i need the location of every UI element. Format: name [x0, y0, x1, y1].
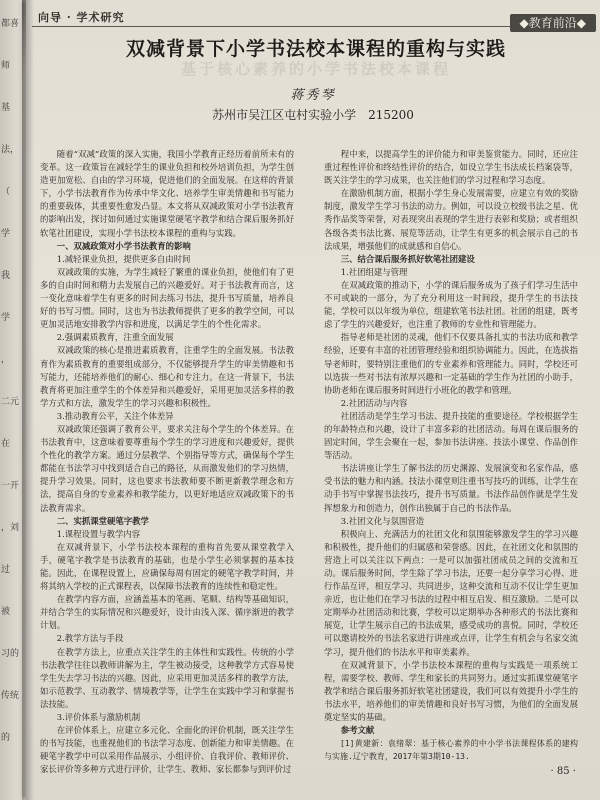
paragraph: 指导老师是社团的灵魂，他们不仅要具备扎实的书法功底和教学经验，还要有丰富的社团管理经验和组织协调能力。因此，在选拔指导老师时，要特别注重他们的专业素养和管理能力。同时，学校还可以选拔一些对书法有浓厚兴趣和一定基础的学生作为社团的小助手，协助老师在课后服务时间进行小班化的教学和管理。: [324, 332, 578, 395]
section-heading: 一、双减政策对小学书法教育的影响: [56, 240, 191, 251]
paragraph: 双减政策还强调了教育公平，要求关注每个学生的个体差异。在书法教育中，这意味着要尊重每个学生的学习进度和兴趣爱好，提供个性化的教学方案。通过分层教学、个别指导等方式，确保每个学生都能在书法学习中找到适合自己的路径，从而激发他们的学习热情，提升学习效果。同时，这也要求书法教师要不断更新教学理念和方法，提高自身的专业素养和教学能力，以更好地适应双减政策下的书法教育需求。: [40, 423, 294, 513]
edge-text-fragment: 的: [1, 733, 11, 743]
edge-text-fragment: 习的: [1, 649, 20, 659]
article-title: 双减背景下小学书法校本课程的重构与实践: [125, 38, 506, 60]
paragraph: 积极向上、充满活力的社团文化和氛围能够激发学生的学习兴趣和积极性，提升他们的归属感和荣誉感。因此，在社团文化和氛围的营造上可以关注以下两点：一是可以加强社团成员之间的交流和互动。课后服务时间，学生除了学习书法，还要一起分享学习心得、进行作品互评，相互学习、共同进步，这种交流和互动不仅让学生更加亲近，也让他们在学习书法的过程中相互启发、相互激励。二是可以定期举办社团活动和比赛，学校可以定期举办各种形式的书法比赛和展览，让学生展示自己的书法成果，感受成功的喜悦。同时，学校还可以邀请校外的书法名家进行讲座或点评，让学生有机会与名家交流学习，提升他们的书法水平和审美素养。: [324, 528, 578, 657]
bleed-through-text: 基于核心素养的小学书法校本课程: [180, 60, 451, 78]
edge-text-fragment: 学: [1, 313, 11, 323]
section-tag: ◆教育前沿◆: [510, 14, 596, 32]
paragraph: 1.减轻课业负担，提供更多自由时间: [56, 253, 191, 264]
paragraph: 在双减政策的推动下，小学的课后服务成为了孩子们学习生活中不可或缺的一部分，为了充分利用这一时间段，提升学生的书法技能，学校可以以年级为单位，组建软笔书法社团。社团的组建，既考虑了学生的兴趣爱好，也注重了教师的专业性和管理能力。: [324, 279, 578, 330]
left-column: [40, 148, 294, 777]
paragraph: 2.社团活动与内容: [340, 397, 408, 408]
edge-text-fragment: ，刘: [1, 523, 20, 533]
article-affiliation: 苏州市吴江区屯村实验小学 215200: [212, 108, 414, 122]
section-heading: 二、实抓课堂硬笔字教学: [56, 515, 149, 526]
edge-text-fragment: 一开: [1, 481, 20, 491]
edge-text-fragment: 基: [1, 103, 11, 113]
page-number: · 85 ·: [550, 766, 576, 777]
paragraph: 在评价体系上，应建立多元化、全面化的评价机制，既关注学生的书写技能，也重视他们的书法学习态度、创新能力和审美情趣。在硬笔字教学中可以采用作品展示、小组评价、自我评价、教师评价、家长评价等多种方式进行评价，让学生、教师、家长都参与到评价过: [40, 725, 294, 775]
adjacent-page-edge: [0, 0, 22, 800]
edge-text-fragment: 传统: [1, 691, 20, 701]
edge-text-fragment: 都喜: [1, 19, 20, 29]
edge-text-fragment: 法，: [1, 145, 20, 155]
edge-text-fragment: 被: [1, 607, 11, 617]
edge-text-fragment: 过: [1, 565, 11, 575]
page-fold-shadow: [26, 0, 34, 800]
edge-text-fragment: 二元: [1, 397, 20, 407]
paragraph: 随着“双减”政策的深入实施，我国小学教育正经历着前所未有的变革。这一政策旨在减轻学生的课业负担和校外培训负担，为学生创造更加宽松、自由的学习环境，促进他们的全面发展。在这样的背景下，小学书法教育作为传承中华文化、培养学生审美情趣和书写能力的重要载体，其重要性愈发凸显。本文将从双减政策对小学书法教育的影响出发，探讨如何通过实施课堂硬笔字教学和结合课后服务抓好软笔社团建设，实现小学书法校本课程的重构与实践。: [40, 149, 294, 238]
paragraph: 1.社团组建与管理: [340, 266, 408, 277]
reference-entry: [1]黄建新：袁绪翠：基于核心素养的中小学书法课程体系的建构与实施.辽宁教育，2017年第3期10-13.: [324, 739, 578, 762]
running-header: [32, 6, 592, 27]
edge-text-fragment: 师: [1, 61, 11, 71]
paragraph: 3.评价体系与激励机制: [56, 712, 141, 723]
article-author: 蒋秀琴: [290, 88, 336, 103]
edge-text-fragment: 在: [1, 439, 11, 449]
paragraph: 社团活动是学生学习书法、提升技能的重要途径。学校根据学生的年龄特点和兴趣，设计了丰富多彩的社团活动。每周在课后服务的固定时间，学生会聚在一起，参加书法讲座、技法小课堂、作品创作等活动。: [324, 410, 578, 461]
journal-name: 向导 · 学术研究: [38, 11, 125, 24]
paragraph: 3.推动教育公平，关注个体差异: [56, 410, 174, 421]
paragraph: 2.强调素质教育，注重全面发展: [56, 332, 174, 343]
paragraph: 1.课程设置与教学内容: [56, 528, 141, 539]
right-column: [324, 148, 578, 763]
paragraph: 在教学内容方面，应涵盖基本的笔画、笔顺、结构等基础知识，并结合学生的实际情况和兴趣爱好，设计由浅入深、循序渐进的教学计划。: [40, 594, 294, 631]
edge-text-fragment: ，: [1, 355, 11, 365]
paragraph: 在双减背景下，小学书法校本课程的重构与实践是一项系统工程，需要学校、教师、学生和家长的共同努力。通过实抓课堂硬笔字教学和结合课后服务抓好软笔社团建设，我们可以有效提升小学生的书法水平，培养他们的审美情趣和良好书写习惯，为他们的全面发展奠定坚实的基础。: [324, 659, 578, 723]
edge-text-fragment: （: [1, 187, 11, 197]
paragraph: 在双减背景下，小学书法校本课程的重构首先要从课堂教学入手，硬笔字教学是书法教育的基础，也是小学生必须掌握的基本技能。因此，在课程设置上，应确保每周有固定的硬笔字教学时间，并将其纳入学校的正式课程表，以保障书法教育的连续性和稳定性。: [40, 541, 294, 592]
paragraph: 书法讲座让学生了解书法的历史渊源、发展演变和名家作品，感受书法的魅力和内涵。技法小课堂则注重书写技巧的训练，让学生在动手书写中掌握书法技巧，提升书写质量。书法作品创作就是学生发挥想象力和创造力，创作出独属于自己的书法作品。: [324, 463, 578, 513]
references-heading: 参考文献: [340, 725, 375, 736]
paragraph: 2.教学方法与手段: [56, 633, 124, 644]
edge-text-fragment: 我: [1, 271, 11, 281]
paragraph: 在激励机制方面，根据小学生身心发展需要，应建立有效的奖励制度，激发学生学习书法的动力。例如，可以设立校级书法之星、优秀作品奖等荣誉，对表现突出表现的学生进行表彰和奖励；或者组织各级各类书法比赛、展览等活动，让学生有更多的机会展示自己的书法成果，增强他们的成就感和自信心。: [324, 188, 578, 251]
paragraph: 在教学方法上，应重点关注学生的主体性和实践性。传统的小学书法教学往往以教师讲解为主，学生被动接受，这种教学方式容易使学生失去学习书法的兴趣。因此，应采用更加灵活多样的教学方法，如示范教学、互动教学、情境教学等，让学生在实践中学习和掌握书法技能。: [40, 646, 294, 709]
paragraph: 双减政策的实施，为学生减轻了繁重的课业负担，使他们有了更多的自由时间和精力去发展自己的兴趣爱好。对于书法教育而言，这一变化意味着学生有更多的时间去练习书法，提升书写质量，培养良好的书写习惯。同时，这也为书法教师提供了更多的教学空间，可以更加灵活地安排教学内容和进度，以满足学生的个性化需求。: [40, 266, 294, 330]
section-heading: 三、结合课后服务抓好软笔社团建设: [340, 253, 475, 264]
paragraph: 3.社团文化与氛围营造: [340, 515, 425, 526]
edge-text-fragment: 学: [1, 229, 11, 239]
journal-page: [26, 0, 600, 800]
paragraph: 程中来，以提高学生的评价能力和审美鉴赏能力。同时，还应注重过程性评价和终结性评价的结合，如设立学生书法成长档案袋等，既关注学生的学习成果，也关注他们的学习过程和学习态度。: [324, 149, 578, 186]
paragraph: 双减政策的核心是推进素质教育，注重学生的全面发展。书法教育作为素质教育的重要组成部分，不仅能够提升学生的审美情趣和书写能力，还能培养他们的耐心、细心和专注力。在这一背景下，书法教育将更加注重学生的个体差异和兴趣爱好，采用更加灵活多样的教学方式和方法，激发学生的学习兴趣和积极性。: [40, 345, 294, 408]
